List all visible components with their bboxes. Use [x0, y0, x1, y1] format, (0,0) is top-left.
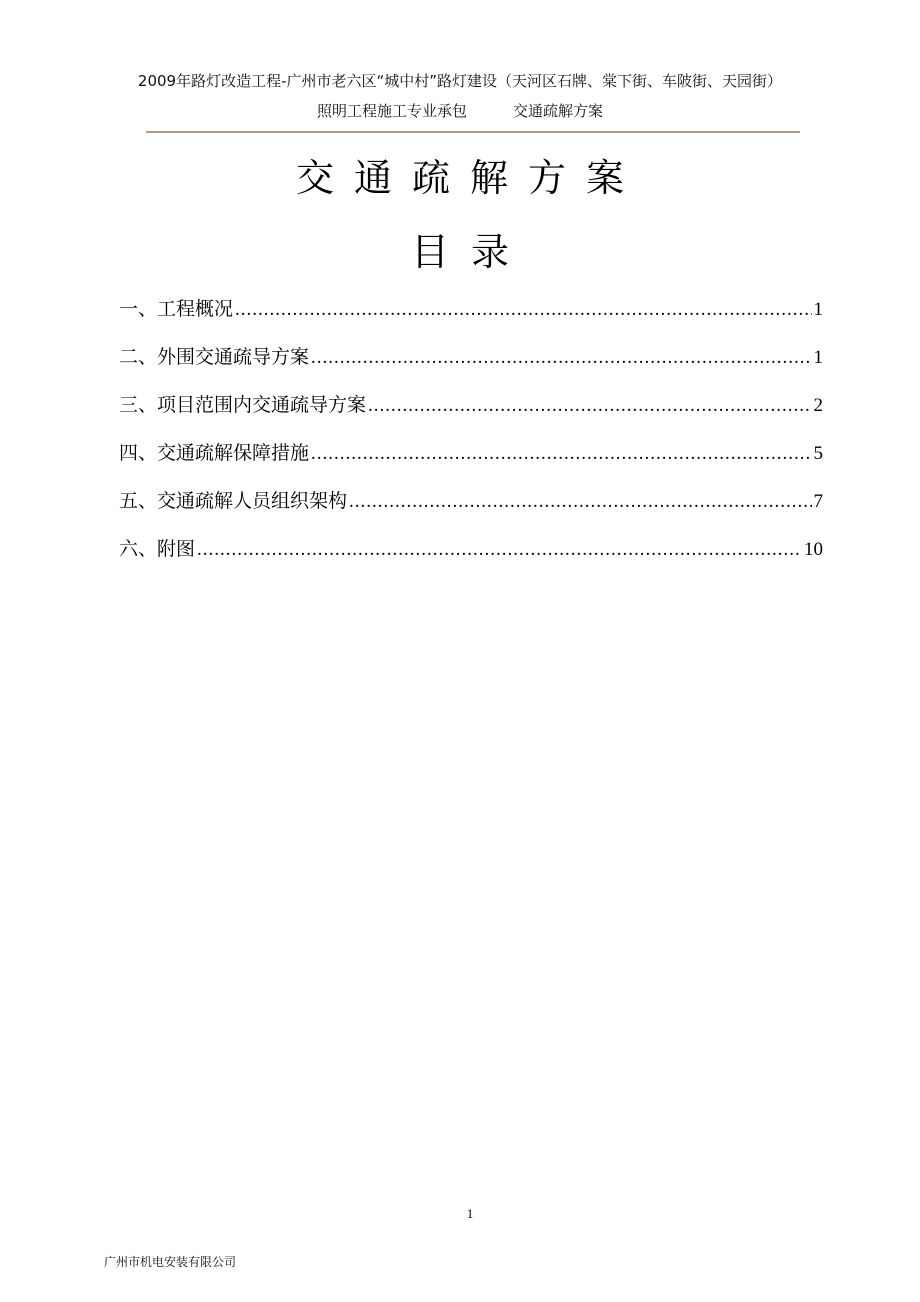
toc-entry[interactable] — [119, 436, 823, 484]
header-document-name: 交通疏解方案 — [513, 102, 604, 120]
toc-entry-label: 四、交通疏解保障措施 — [119, 442, 310, 464]
toc-entry-label: 五、交通疏解人员组织架构 — [119, 490, 348, 512]
header-subtitle — [0, 96, 920, 126]
document-title: 交通疏解方案 — [295, 156, 644, 200]
toc-leader-dots — [349, 485, 811, 519]
toc-entry-page: 5 — [813, 443, 823, 464]
toc-entry-page: 1 — [813, 299, 823, 320]
page-header — [0, 66, 920, 126]
toc-leader-dots — [197, 533, 802, 567]
toc-entry-label: 二、外围交通疏导方案 — [119, 346, 310, 368]
toc-entry-page: 2 — [813, 395, 823, 416]
toc-entry-page: 1 — [813, 347, 823, 368]
toc-heading: 目录 — [410, 230, 531, 274]
toc-leader-dots — [235, 293, 811, 327]
toc-entry-page: 7 — [813, 491, 823, 512]
toc-leader-dots — [311, 341, 811, 375]
toc-entry-label: 六、附图 — [119, 538, 196, 560]
header-divider — [146, 131, 800, 133]
table-of-contents — [119, 292, 823, 580]
toc-entry[interactable] — [119, 484, 823, 532]
toc-entry-label: 三、项目范围内交通疏导方案 — [119, 394, 367, 416]
toc-entry[interactable] — [119, 388, 823, 436]
page-number: 1 — [466, 1206, 474, 1221]
header-contract-type: 照明工程施工专业承包 — [316, 102, 467, 120]
toc-entry-label: 一、工程概况 — [119, 298, 234, 320]
toc-entry-page: 10 — [804, 539, 823, 560]
toc-entry[interactable] — [119, 292, 823, 340]
toc-leader-dots — [368, 389, 811, 423]
toc-entry[interactable] — [119, 532, 823, 580]
header-project-title: 2009年路灯改造工程-广州市老六区“城中村”路灯建设（天河区石牌、棠下街、车陂街、天园街） — [137, 72, 783, 90]
footer-company: 广州市机电安装有限公司 — [104, 1255, 237, 1269]
toc-entry[interactable] — [119, 340, 823, 388]
toc-leader-dots — [311, 437, 811, 471]
